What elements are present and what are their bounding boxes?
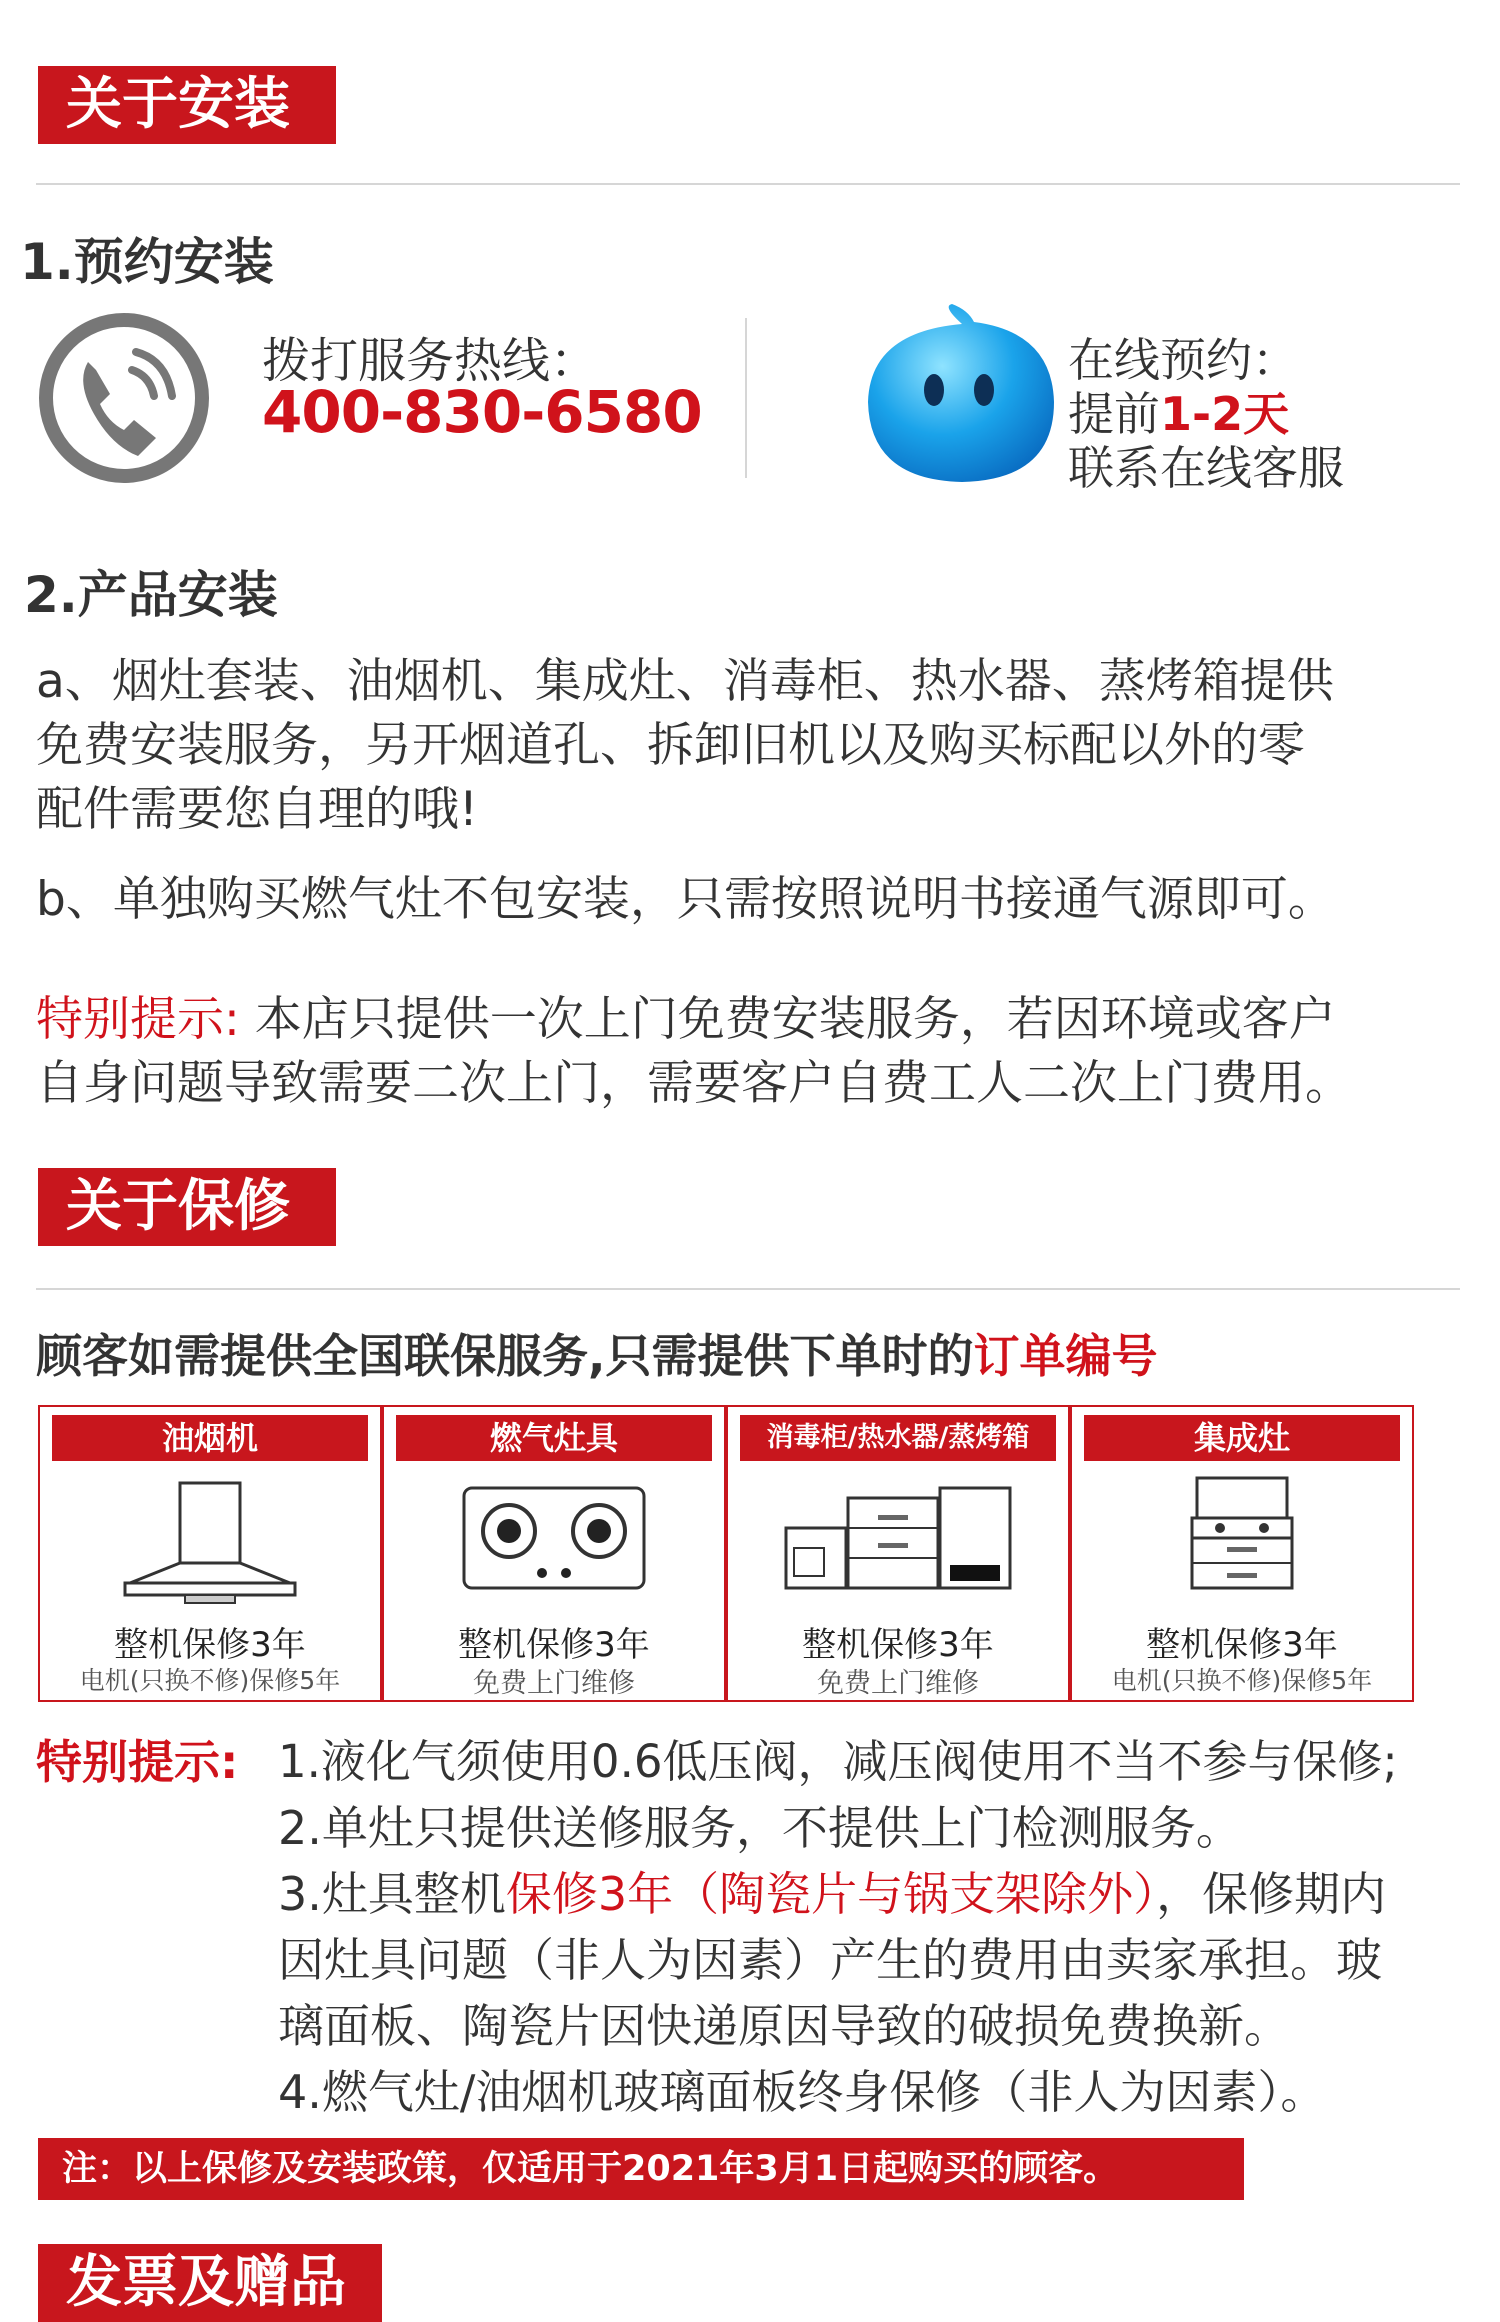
policy-note-banner (38, 2138, 1244, 2200)
warranty-card-appliances (726, 1405, 1070, 1702)
gas-stove-icon (384, 1473, 724, 1623)
warranty-note-3 (278, 1862, 1386, 1926)
divider (36, 1288, 1460, 1290)
warranty-intro-text: 顾客如需提供全国联保服务,只需提供下单时的 (36, 1329, 974, 1383)
warranty-note-3-line2: 因灶具问题（非人为因素）产生的费用由卖家承担。玻 (278, 1933, 1382, 1987)
online-prefix: 提前 (1068, 387, 1160, 441)
item-a-line1: a、烟灶套装、油烟机、集成灶、消毒柜、热水器、蒸烤箱提供 (36, 654, 1334, 709)
card-head: 集成灶 (1084, 1415, 1400, 1461)
card-head: 燃气灶具 (396, 1415, 712, 1461)
install-tip-line1: 本店只提供一次上门免费安装服务，若因环境或客户 (239, 992, 1336, 1047)
chat-bubble-icon[interactable] (862, 302, 1062, 487)
hotline-label: 拨打服务热线： (262, 333, 599, 389)
hotline-number[interactable]: 400-830-6580 (262, 378, 702, 446)
note3-suffix: ，保修期内 (1156, 1867, 1387, 1921)
range-hood-icon (40, 1473, 380, 1623)
card-main: 整机保修3年 (458, 1625, 650, 1665)
install-section-title: 关于安装 (38, 66, 336, 144)
order-number-highlight: 订单编号 (973, 1329, 1158, 1383)
invoice-section-title: 发票及赠品 (38, 2244, 382, 2322)
online-days: 1-2天 (1160, 387, 1290, 441)
note3-highlight: 保修3年（陶瓷片与锅支架除外） (505, 1867, 1157, 1921)
install-tip (36, 988, 1352, 1116)
vertical-divider (745, 318, 747, 478)
card-main: 整机保修3年 (114, 1625, 306, 1665)
item-b: b、单独购买燃气灶不包安装，只需按照说明书接通气源即可。 (36, 872, 1335, 927)
install-tip-line2: 自身问题导致需要二次上门，需要客户自费工人二次上门费用。 (36, 1056, 1352, 1111)
policy-note-text: 注：以上保修及安装政策，仅适用于2021年3月1日起购买的顾客。 (62, 2149, 1119, 2189)
card-main: 整机保修3年 (802, 1625, 994, 1665)
warranty-note-4: 4.燃气灶/油烟机玻璃面板终身保修（非人为因素）。 (278, 2065, 1327, 2119)
integrated-stove-icon (1072, 1473, 1412, 1623)
card-sub: 免费上门维修 (817, 1668, 979, 1699)
online-label: 在线预约： (1068, 333, 1298, 387)
step1-heading: 1.预约安装 (20, 233, 274, 291)
warranty-note-2: 2.单灶只提供送修服务，不提供上门检测服务。 (278, 1801, 1242, 1855)
card-sub: 电机(只换不修)保修5年 (1111, 1666, 1373, 1695)
item-a (36, 650, 1476, 842)
warranty-card-gas-stove (382, 1405, 726, 1702)
item-a-line3: 配件需要您自理的哦! (36, 782, 478, 837)
card-sub: 电机(只换不修)保修5年 (79, 1666, 341, 1695)
step2-heading: 2.产品安装 (24, 566, 278, 624)
warranty-tip-label: 特别提示: (36, 1735, 239, 1789)
divider (36, 183, 1460, 185)
warranty-note-1: 1.液化气须使用0.6低压阀，减压阀使用不当不参与保修; (278, 1735, 1398, 1788)
note3-prefix: 3.灶具整机 (278, 1867, 506, 1921)
card-sub: 免费上门维修 (473, 1668, 635, 1699)
appliances-icon (728, 1473, 1068, 1623)
install-tip-label: 特别提示: (36, 992, 240, 1047)
online-contact[interactable]: 联系在线客服 (1068, 441, 1344, 495)
phone-icon (36, 310, 212, 486)
warranty-card-range-hood (38, 1405, 382, 1702)
warranty-card-integrated-stove (1070, 1405, 1414, 1702)
card-head: 油烟机 (52, 1415, 368, 1461)
card-main: 整机保修3年 (1146, 1625, 1338, 1665)
card-head: 消毒柜/热水器/蒸烤箱 (740, 1415, 1056, 1461)
item-a-line2: 免费安装服务，另开烟道孔、拆卸旧机以及购买标配以外的零 (36, 718, 1305, 773)
warranty-note-3-line3: 璃面板、陶瓷片因快递原因导致的破损免费换新。 (278, 1999, 1290, 2053)
warranty-intro (36, 1320, 1157, 1386)
warranty-section-title: 关于保修 (38, 1168, 336, 1246)
